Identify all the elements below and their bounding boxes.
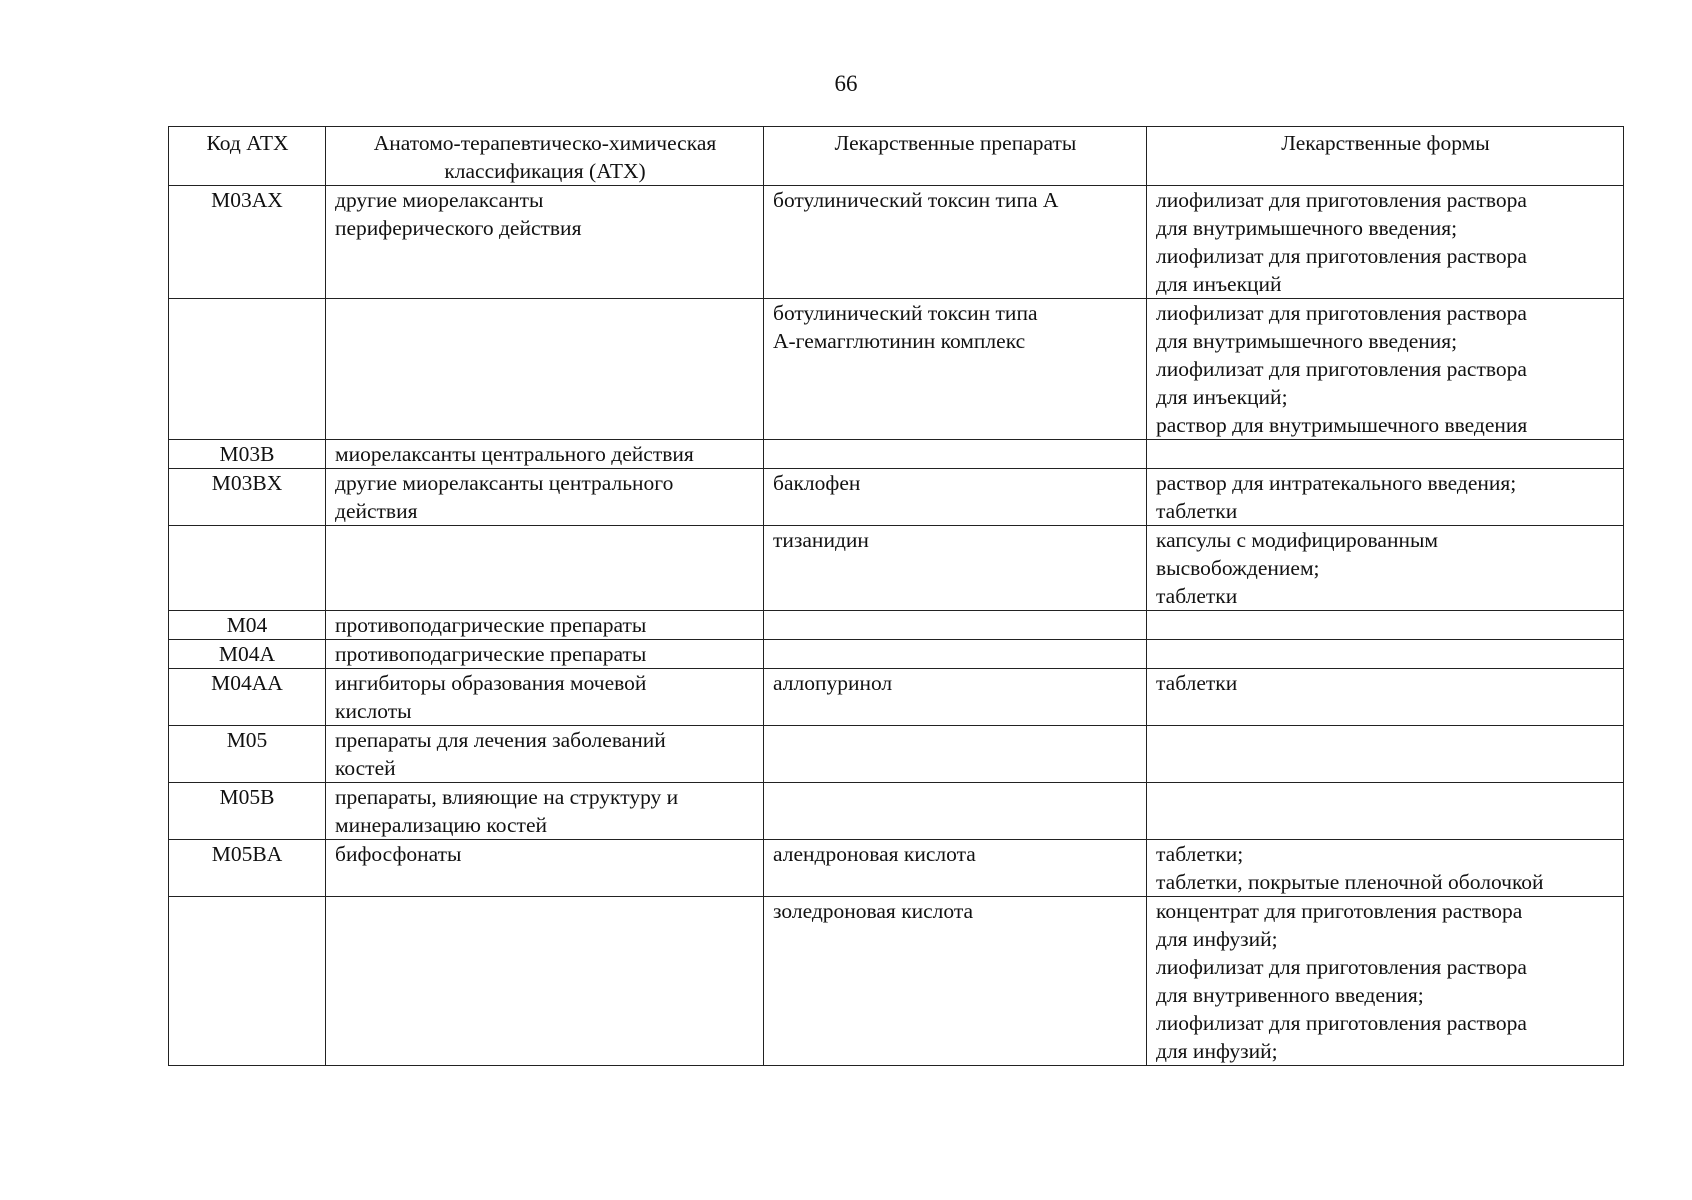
cell-atc-code: M03B <box>169 440 326 469</box>
cell-classification-line: другие миорелаксанты центрального <box>335 471 674 495</box>
cell-dosage-form <box>1147 726 1624 783</box>
table-row <box>169 611 1624 640</box>
cell-classification-line: ингибиторы образования мочевой <box>335 671 647 695</box>
cell-dosage-form-line: концентрат для приготовления раствора <box>1156 899 1523 923</box>
cell-atc-code: M04A <box>169 640 326 669</box>
cell-dosage-form-line: лиофилизат для приготовления раствора <box>1156 188 1527 212</box>
cell-drug <box>764 469 1147 526</box>
table-row <box>169 526 1624 611</box>
cell-dosage-form <box>1147 840 1624 897</box>
cell-drug-line: баклофен <box>773 471 861 495</box>
cell-dosage-form-line: лиофилизат для приготовления раствора <box>1156 357 1527 381</box>
cell-atc-code <box>169 526 326 611</box>
cell-dosage-form <box>1147 469 1624 526</box>
cell-dosage-form-line: капсулы с модифицированным <box>1156 528 1439 552</box>
cell-dosage-form-line: лиофилизат для приготовления раствора <box>1156 301 1527 325</box>
cell-dosage-form-line: лиофилизат для приготовления раствора <box>1156 955 1527 979</box>
header-dosage-forms: Лекарственные формы <box>1147 127 1624 186</box>
table-row <box>169 469 1624 526</box>
cell-classification <box>326 186 764 299</box>
cell-dosage-form-line: для инфузий; <box>1156 927 1278 951</box>
cell-dosage-form <box>1147 783 1624 840</box>
cell-classification-line: периферического действия <box>335 216 582 240</box>
cell-drug-line: аллопуринол <box>773 671 893 695</box>
cell-classification-line: противоподагрические препараты <box>335 613 647 637</box>
header-drugs: Лекарственные препараты <box>764 127 1147 186</box>
cell-drug <box>764 526 1147 611</box>
table-row <box>169 897 1624 1066</box>
cell-atc-code <box>169 299 326 440</box>
cell-classification <box>326 299 764 440</box>
cell-dosage-form <box>1147 611 1624 640</box>
cell-dosage-form-line: для внутримышечного введения; <box>1156 329 1458 353</box>
cell-atc-code: M05B <box>169 783 326 840</box>
table-row <box>169 783 1624 840</box>
cell-classification-line: препараты, влияющие на структуру и <box>335 785 679 809</box>
cell-classification <box>326 897 764 1066</box>
cell-classification <box>326 840 764 897</box>
table-row <box>169 440 1624 469</box>
table-row <box>169 726 1624 783</box>
cell-drug <box>764 897 1147 1066</box>
cell-dosage-form-line: таблетки <box>1156 671 1238 695</box>
cell-atc-code: M03AX <box>169 186 326 299</box>
cell-classification <box>326 726 764 783</box>
header-atc-classification: Анатомо-терапевтическо-химическая классификация (АТХ) <box>326 127 764 186</box>
cell-drug <box>764 440 1147 469</box>
cell-drug <box>764 726 1147 783</box>
table-row <box>169 840 1624 897</box>
cell-dosage-form <box>1147 897 1624 1066</box>
cell-classification <box>326 611 764 640</box>
cell-drug-line: алендроновая кислота <box>773 842 976 866</box>
table-body <box>169 186 1624 1066</box>
cell-drug <box>764 299 1147 440</box>
cell-classification-line: минерализацию костей <box>335 813 547 837</box>
cell-atc-code <box>169 897 326 1066</box>
cell-drug <box>764 840 1147 897</box>
header-row <box>169 127 1624 186</box>
cell-dosage-form-line: для инфузий; <box>1156 1039 1278 1063</box>
cell-classification <box>326 783 764 840</box>
table-row <box>169 640 1624 669</box>
cell-dosage-form <box>1147 440 1624 469</box>
cell-classification-line: костей <box>335 756 396 780</box>
page-number: 66 <box>834 71 858 96</box>
cell-drug-line: тизанидин <box>773 528 869 552</box>
cell-classification <box>326 440 764 469</box>
cell-drug <box>764 611 1147 640</box>
cell-dosage-form-line: таблетки <box>1156 499 1238 523</box>
cell-classification-line: кислоты <box>335 699 412 723</box>
cell-atc-code: M05 <box>169 726 326 783</box>
cell-dosage-form-line: раствор для интратекального введения; <box>1156 471 1517 495</box>
cell-dosage-form-line: таблетки; <box>1156 842 1244 866</box>
cell-dosage-form-line: таблетки <box>1156 584 1238 608</box>
cell-dosage-form-line: таблетки, покрытые пленочной оболочкой <box>1156 870 1544 894</box>
cell-drug <box>764 186 1147 299</box>
atc-table <box>168 126 1624 1066</box>
cell-drug-line: ботулинический токсин типа <box>773 301 1038 325</box>
cell-dosage-form-line: лиофилизат для приготовления раствора <box>1156 244 1527 268</box>
table-row <box>169 299 1624 440</box>
cell-classification <box>326 469 764 526</box>
cell-classification-line: действия <box>335 499 418 523</box>
table-row <box>169 669 1624 726</box>
cell-dosage-form-line: для внутримышечного введения; <box>1156 216 1458 240</box>
table-row <box>169 186 1624 299</box>
cell-classification-line: противоподагрические препараты <box>335 642 647 666</box>
cell-atc-code: M04AA <box>169 669 326 726</box>
cell-classification-line: препараты для лечения заболеваний <box>335 728 666 752</box>
cell-classification <box>326 640 764 669</box>
cell-drug <box>764 640 1147 669</box>
cell-dosage-form <box>1147 640 1624 669</box>
cell-dosage-form-line: для внутривенного введения; <box>1156 983 1424 1007</box>
cell-classification-line: бифосфонаты <box>335 842 462 866</box>
cell-atc-code: M04 <box>169 611 326 640</box>
cell-dosage-form-line: лиофилизат для приготовления раствора <box>1156 1011 1527 1035</box>
cell-drug-line: А-гемагглютинин комплекс <box>773 329 1026 353</box>
cell-dosage-form <box>1147 299 1624 440</box>
cell-classification <box>326 669 764 726</box>
cell-dosage-form <box>1147 186 1624 299</box>
cell-drug <box>764 669 1147 726</box>
cell-classification <box>326 526 764 611</box>
cell-drug <box>764 783 1147 840</box>
cell-dosage-form <box>1147 669 1624 726</box>
cell-dosage-form <box>1147 526 1624 611</box>
cell-atc-code: M05BA <box>169 840 326 897</box>
cell-dosage-form-line: для инъекций <box>1156 272 1282 296</box>
cell-classification-line: другие миорелаксанты <box>335 188 544 212</box>
cell-dosage-form-line: высвобождением; <box>1156 556 1320 580</box>
cell-dosage-form-line: раствор для внутримышечного введения <box>1156 413 1528 437</box>
header-atc-code: Код АТХ <box>169 127 326 186</box>
cell-classification-line: миорелаксанты центрального действия <box>335 442 694 466</box>
cell-drug-line: золедроновая кислота <box>773 899 974 923</box>
cell-drug-line: ботулинический токсин типа А <box>773 188 1059 212</box>
cell-dosage-form-line: для инъекций; <box>1156 385 1288 409</box>
table-header <box>169 127 1624 186</box>
cell-atc-code: M03BX <box>169 469 326 526</box>
